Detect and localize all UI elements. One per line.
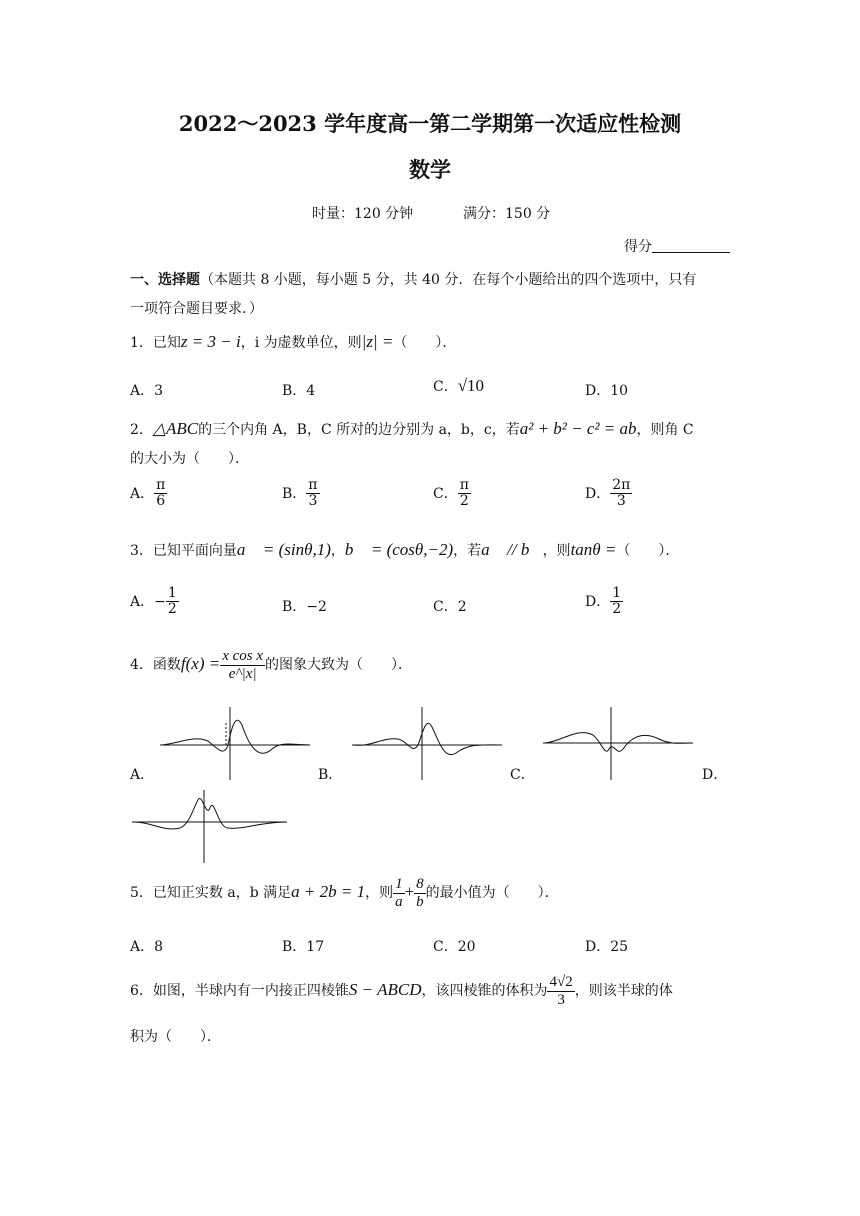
q3-option-c: C．2: [433, 599, 467, 615]
question-4: 4．函数f(x) = $\frac{\text{x cos x}}{e\^{}|x|}$ 的图象大致为（ ）．: [130, 648, 413, 682]
q2-option-b: B． $\frac{\pi}{3}$: [282, 477, 318, 510]
q3-option-a: A．− $\frac{1}{2}$: [130, 585, 177, 618]
q1-option-b: B．4: [282, 383, 316, 399]
q3-tan: tanθ =: [570, 540, 617, 559]
q6-expr: S − ABCD: [348, 980, 422, 999]
q2-triangle: △ABC: [152, 419, 199, 438]
q5-option-d: D．25: [585, 939, 629, 955]
q4-graph-b: [352, 705, 507, 780]
q5-option-b: B．17: [282, 939, 325, 955]
score-label: 得分: [624, 239, 652, 255]
q4-option-a: A．: [130, 767, 155, 783]
question-1: 1．已知z = 3 − i，i 为虚数单位，则|z| =（ ）．: [130, 332, 457, 351]
q4-graph-c: [543, 705, 698, 780]
question-6-line2: 积为（ ）．: [130, 1029, 221, 1045]
exam-title: 2022～2023 学年度高一第二学期第一次适应性检测: [178, 111, 682, 136]
q5-option-c: C．20: [433, 939, 476, 955]
q5-option-a: A．8: [130, 939, 164, 955]
question-2: 2．△ABC的三个内角 A，B，C 所对的边分别为 a，b，c，若a² + b² − c² = ab，则角 C 的大小为（ ）．: [130, 419, 694, 467]
q1-expr2: |z| =: [361, 332, 394, 351]
score-field: [624, 236, 730, 256]
q4-graph-a: [160, 705, 315, 780]
q1-option-a: A．3: [130, 383, 164, 399]
q1-option-d: D．10: [585, 383, 629, 399]
q3-parallel: a⃗ // b⃗: [481, 540, 543, 559]
q5-expr: a + 2b = 1: [291, 882, 366, 901]
time-label: 时量：120 分钟: [312, 206, 414, 222]
q4-graph-d: [132, 788, 292, 863]
q1-expr: z = 3 − i: [180, 332, 241, 351]
section1-instruction: 一、选择题（本题共 8 小题，每小题 5 分，共 40 分．在每个小题给出的四个选项中，只有 一项符合题目要求．）: [130, 272, 697, 317]
q2-option-a: A． $\frac{\pi}{6}$: [130, 477, 166, 510]
q3-vector-a: a⃗ = (sinθ,1): [236, 540, 331, 559]
subject-title: 数学: [409, 157, 451, 182]
q4-option-c: C．: [510, 767, 535, 783]
section1-heading: 一、选择题: [130, 272, 200, 288]
q2-option-c: C． $\frac{\pi}{2}$: [433, 477, 469, 510]
q2-option-d: D． $\frac{2\pi}{3}$: [585, 477, 631, 510]
full-score-label: 满分：150 分: [463, 206, 551, 222]
question-6: 6．如图，半球内有一内接正四棱锥S − ABCD，该四棱锥的体积为 $\frac{4√2}{3}$ ，则该半球的体: [130, 974, 673, 1008]
q2-expr: a² + b² − c² = ab: [519, 419, 637, 438]
score-blank: [652, 238, 730, 253]
q4-option-b: B．: [318, 767, 343, 783]
question-5: 5．已知正实数 a，b 满足a + 2b = 1，则 $\frac{1}{a}$ + $\frac{8}{b}$ 的最小值为（ ）．: [130, 876, 559, 910]
q3-vector-b: b⃗ = (cosθ,−2): [344, 540, 454, 559]
q3-option-b: B．−2: [282, 599, 327, 615]
q4-option-d: D．: [702, 767, 728, 783]
q1-option-c: C．√10: [433, 376, 485, 395]
q4-fx: f(x) =: [180, 654, 221, 673]
question-3: 3．已知平面向量a⃗ = (sinθ,1)，b⃗ = (cosθ,−2)，若a⃗ // b⃗，则tanθ =（ ）．: [130, 540, 680, 559]
q3-option-d: D． $\frac{1}{2}$: [585, 585, 622, 618]
